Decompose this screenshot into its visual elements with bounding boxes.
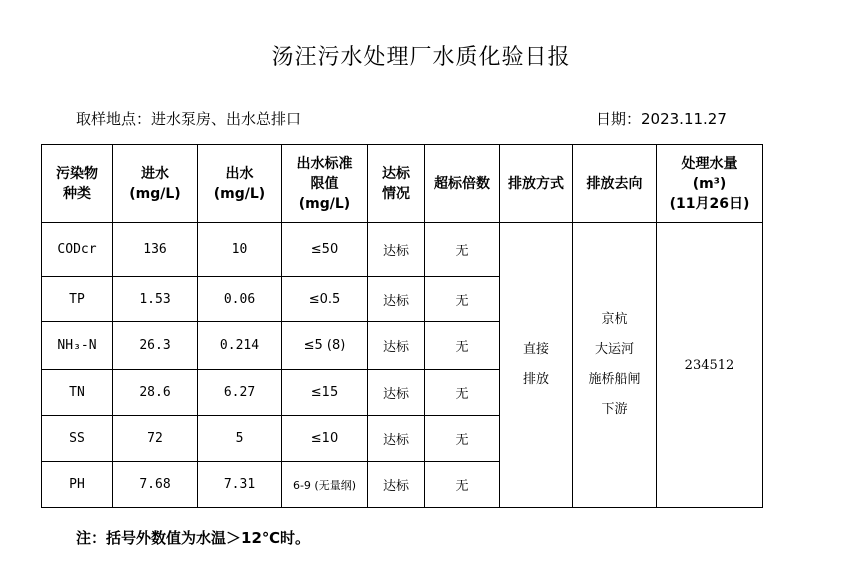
- status-value: 达标: [368, 223, 425, 277]
- sampling-location: 取样地点：进水泵房、出水总排口: [76, 110, 302, 128]
- header-inflow: 进水 (mg/L): [113, 145, 198, 223]
- status-value: 达标: [368, 462, 425, 508]
- limit-value: ≤10: [282, 416, 368, 462]
- table-header-row: [42, 145, 763, 223]
- header-discharge-method: 排放方式: [500, 145, 573, 223]
- exceed-value: 无: [425, 223, 500, 277]
- limit-value: ≤50: [282, 223, 368, 277]
- treated-volume: 234512: [657, 223, 763, 508]
- inflow-value: 28.6: [113, 370, 198, 416]
- inflow-value: 1.53: [113, 277, 198, 322]
- limit-value: 6-9 (无量纲): [282, 462, 368, 508]
- inflow-value: 7.68: [113, 462, 198, 508]
- exceed-value: 无: [425, 370, 500, 416]
- pollutant-name: TP: [42, 277, 113, 322]
- limit-value: ≤15: [282, 370, 368, 416]
- inflow-value: 26.3: [113, 322, 198, 370]
- inflow-value: 136: [113, 223, 198, 277]
- pollutant-name: CODcr: [42, 223, 113, 277]
- status-value: 达标: [368, 277, 425, 322]
- header-exceed: 超标倍数: [425, 145, 500, 223]
- exceed-value: 无: [425, 462, 500, 508]
- header-compliance: 达标 情况: [368, 145, 425, 223]
- status-value: 达标: [368, 416, 425, 462]
- pollutant-name: TN: [42, 370, 113, 416]
- header-discharge-dest: 排放去向: [573, 145, 657, 223]
- report-title: 汤汪污水处理厂水质化验日报: [271, 45, 571, 70]
- outflow-value: 10: [198, 223, 282, 277]
- exceed-value: 无: [425, 322, 500, 370]
- header-pollutant: 污染物 种类: [42, 145, 113, 223]
- discharge-destination-cell: 京杭 大运河 施桥船闸 下游: [573, 223, 657, 508]
- header-volume: 处理水量 (m³) (11月26日): [657, 145, 763, 223]
- outflow-value: 6.27: [198, 370, 282, 416]
- outflow-value: 5: [198, 416, 282, 462]
- status-value: 达标: [368, 370, 425, 416]
- pollutant-name: SS: [42, 416, 113, 462]
- outflow-value: 0.214: [198, 322, 282, 370]
- limit-value: ≤5 (8): [282, 322, 368, 370]
- outflow-value: 7.31: [198, 462, 282, 508]
- report-date: 日期：2023.11.27: [596, 110, 727, 128]
- status-value: 达标: [368, 322, 425, 370]
- header-outflow: 出水 (mg/L): [198, 145, 282, 223]
- table-row: [42, 223, 763, 277]
- header-limit: 出水标准 限值 (mg/L): [282, 145, 368, 223]
- outflow-value: 0.06: [198, 277, 282, 322]
- exceed-value: 无: [425, 416, 500, 462]
- exceed-value: 无: [425, 277, 500, 322]
- discharge-method-cell: 直接 排放: [500, 223, 573, 508]
- inflow-value: 72: [113, 416, 198, 462]
- pollutant-name: PH: [42, 462, 113, 508]
- water-quality-table: [41, 144, 763, 508]
- limit-value: ≤0.5: [282, 277, 368, 322]
- footnote: 注：括号外数值为水温＞12℃时。: [76, 529, 311, 547]
- pollutant-name: NH₃-N: [42, 322, 113, 370]
